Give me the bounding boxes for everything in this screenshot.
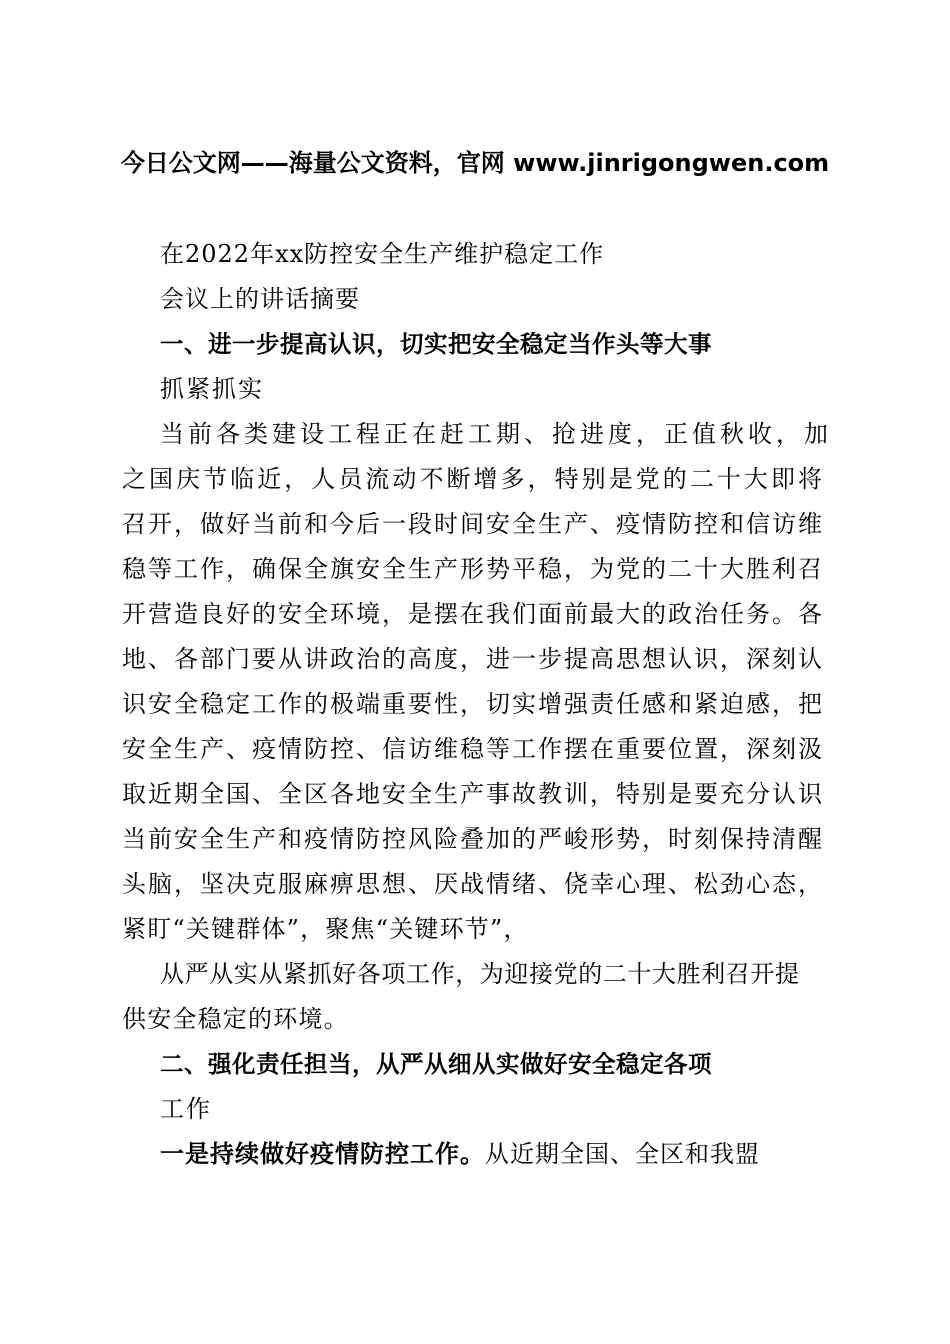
document-title-line-1: 在2022年xx防控安全生产维护稳定工作 [160, 240, 605, 268]
paragraph-line: 当前各类建设工程正在赶工期、抢进度，正值秋收，加 [160, 420, 832, 448]
document-title-line-2: 会议上的讲话摘要 [160, 285, 360, 313]
paragraph-line: 开营造良好的安全环境，是摆在我们面前最大的政治任务。各 [122, 600, 822, 628]
paragraph-line: 紧盯“关键群体”，聚焦“关键环节”， [122, 915, 529, 943]
paragraph-line: 召开，做好当前和今后一段时间安全生产、疫情防控和信访维 [122, 510, 822, 538]
section-2-heading-continuation: 工作 [160, 1095, 212, 1123]
item-1-text: 从近期全国、全区和我盟 [485, 1140, 760, 1168]
paragraph-line: 识安全稳定工作的极端重要性，切实增强责任感和紧迫感，把 [122, 690, 822, 718]
paragraph-line: 取近期全国、全区各地安全生产事故教训，特别是要充分认识 [122, 780, 822, 808]
site-header: 今日公文网——海量公文资料，官网 www.jinrigongwen.com [120, 149, 830, 177]
paragraph-line: 安全生产、疫情防控、信访维稳等工作摆在重要位置，深刻汲 [122, 735, 822, 763]
item-1-lead: 一是持续做好疫情防控工作。 [160, 1140, 485, 1168]
paragraph-line: 供安全稳定的环境。 [122, 1005, 349, 1033]
paragraph-line: 从严从实从紧抓好各项工作，为迎接党的二十大胜利召开提 [160, 960, 800, 988]
section-2-heading: 二、强化责任担当，从严从细从实做好安全稳定各项 [160, 1050, 712, 1078]
section-1-heading: 一、进一步提高认识，切实把安全稳定当作头等大事 [160, 330, 712, 358]
paragraph-line: 头脑，坚决克服麻痹思想、厌战情绪、侥幸心理、松劲心态， [122, 870, 822, 898]
paragraph-line: 地、各部门要从讲政治的高度，进一步提高思想认识，深刻认 [122, 645, 822, 673]
paragraph-line: 之国庆节临近，人员流动不断增多，特别是党的二十大即将 [122, 465, 822, 493]
section-1-heading-continuation: 抓紧抓实 [160, 375, 264, 403]
paragraph-line: 当前安全生产和疫情防控风险叠加的严峻形势，时刻保持清醒 [122, 825, 822, 853]
section-2-item-1 [160, 1137, 760, 1171]
paragraph-line: 稳等工作，确保全旗安全生产形势平稳，为党的二十大胜利召 [122, 555, 822, 583]
